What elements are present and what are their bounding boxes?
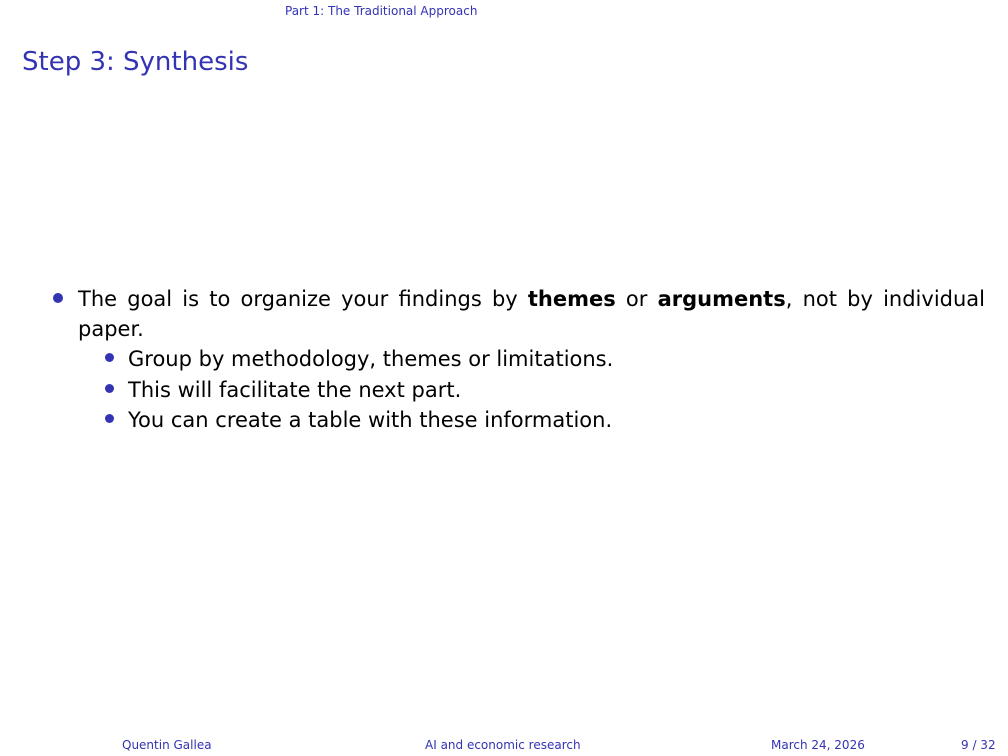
page-number: 9 / 32 — [961, 738, 996, 752]
sub-bullet-list — [102, 344, 985, 436]
footer — [0, 738, 1008, 754]
bullet-icon — [105, 414, 114, 423]
sub-bullet-text: You can create a table with these information. — [128, 408, 613, 432]
bullet-text-middle: or — [615, 287, 658, 311]
sub-bullet-item — [102, 375, 985, 406]
bullet-text-before: The goal is to organize your findings by — [78, 287, 528, 311]
sub-bullet-item — [102, 344, 985, 375]
footer-author: Quentin Gallea — [122, 738, 212, 752]
slide-content — [50, 284, 985, 436]
bold-arguments: arguments — [657, 287, 786, 311]
bold-themes: themes — [527, 287, 616, 311]
bullet-item-main — [50, 284, 985, 344]
bullet-text-after: , not by individual paper. — [78, 287, 985, 341]
section-header: Part 1: The Traditional Approach — [285, 4, 478, 18]
bullet-icon — [105, 353, 114, 362]
footer-date: March 24, 2026 — [771, 738, 865, 752]
sub-bullet-text: Group by methodology, themes or limitations. — [128, 347, 614, 371]
bullet-icon — [53, 293, 63, 303]
sub-bullet-text: This will facilitate the next part. — [128, 377, 462, 402]
sub-bullet-item — [102, 405, 985, 436]
footer-title: AI and economic research — [425, 738, 581, 752]
bullet-icon — [105, 384, 114, 393]
frame-title: Step 3: Synthesis — [22, 47, 249, 77]
